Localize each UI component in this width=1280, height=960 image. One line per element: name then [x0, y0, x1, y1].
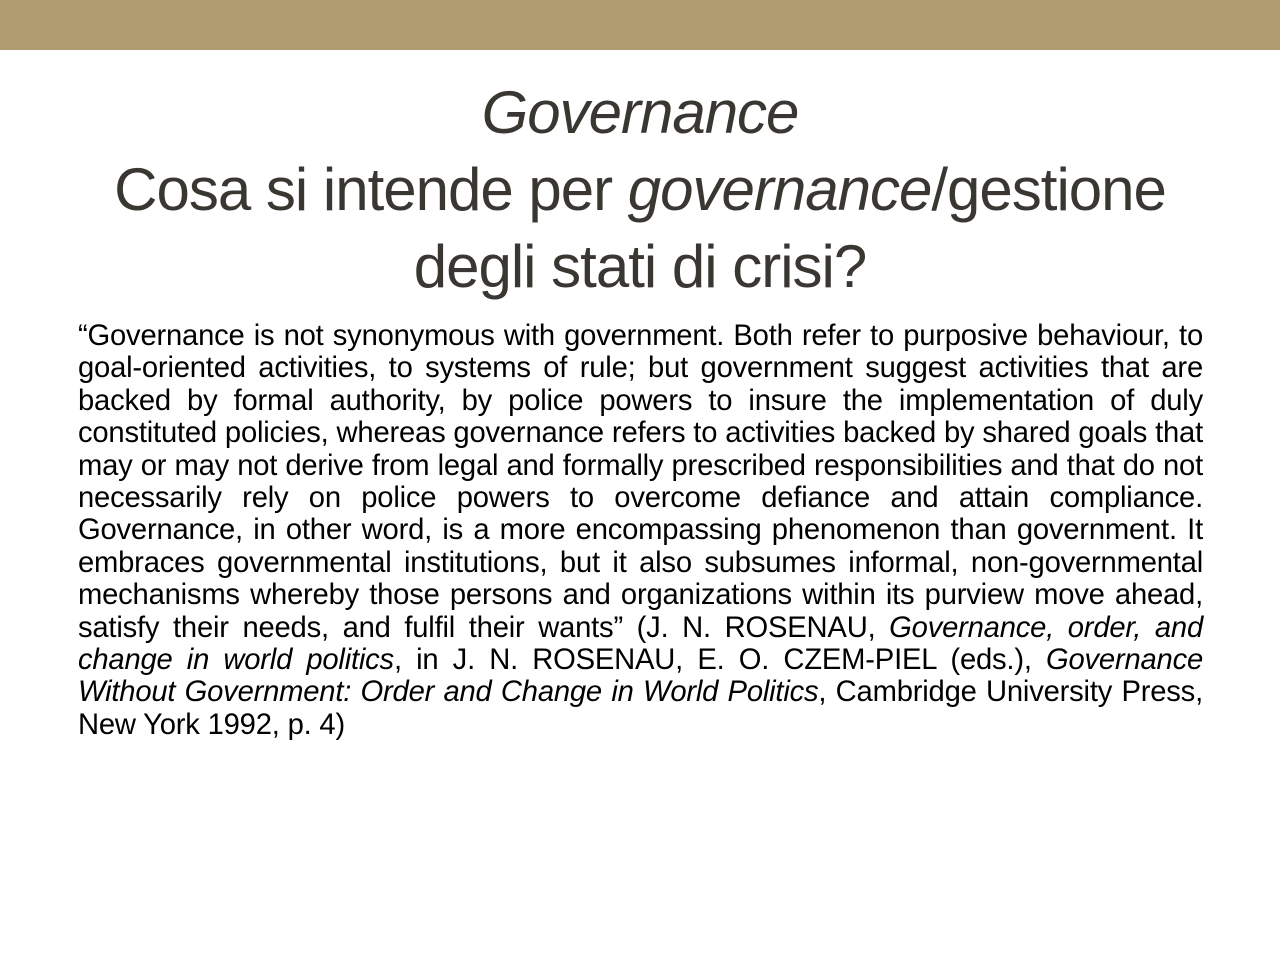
title-line-2	[40, 151, 1240, 228]
title-line-2-suffix: /gestione	[931, 156, 1166, 223]
title-line-2-italic: governance	[627, 156, 932, 223]
quote-text-2: , in J. N. ROSENAU, E. O. CZEM-PIEL (eds.),	[393, 644, 1046, 677]
citation-title-2: Governance Without Government: Order and Change in World Politics	[78, 644, 1204, 709]
top-decorative-band	[0, 0, 1280, 50]
title-line-3: degli stati di crisi?	[413, 233, 867, 300]
title-governance: Governance	[481, 79, 799, 146]
title-line-2-prefix: Cosa si intende per	[114, 156, 628, 223]
citation-title-1: Governance, order, and change in world politics	[78, 611, 1203, 677]
quote-text-3: , Cambridge University Press, New York 1992, p. 4)	[78, 676, 1203, 741]
title-line-1	[40, 74, 1240, 151]
quote-text-1: “Governance is not synonymous with government. Both refer to purposive behaviour, to goal-oriented activities, to systems of rule; but government suggest activities that are backed by formal authority, by police powers to insure the implementation of duly constituted policies, whereas governance refers to activities backed by shared goals that may or may not derive from legal and formally prescribed responsibilities and that do not necessarily rely on police powers to overcome defiance and attain compliance. Governance, in other word, is a more encompassing phenomenon than government. It embraces governmental institutions, but it also subsumes informal, non-governmental mechanisms whereby those persons and organizations within its purview move ahead, satisfy their needs, and fulfil their wants” (J. N. ROSENAU,	[78, 320, 1203, 644]
quote-paragraph	[78, 320, 1203, 741]
slide-title	[40, 74, 1240, 305]
